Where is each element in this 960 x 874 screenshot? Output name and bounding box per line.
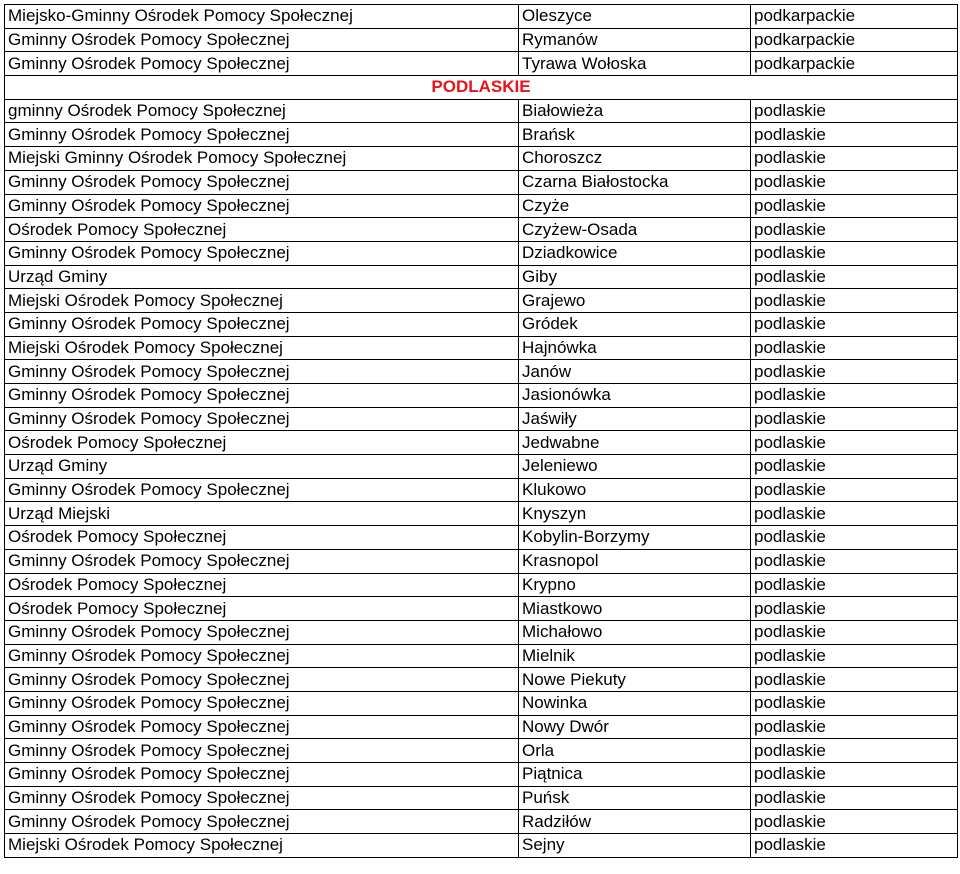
institution-name-cell: Gminny Ośrodek Pomocy Społecznej [5, 28, 519, 52]
voivodeship-cell: podlaskie [751, 99, 958, 123]
institutions-table [4, 4, 958, 858]
voivodeship-cell: podlaskie [751, 573, 958, 597]
municipality-cell: Dziadkowice [519, 241, 751, 265]
table-row [5, 312, 958, 336]
municipality-cell: Grajewo [519, 289, 751, 313]
table-row [5, 218, 958, 242]
table-row [5, 28, 958, 52]
table-row [5, 123, 958, 147]
rows-before-section [5, 5, 958, 76]
municipality-cell: Czyżew-Osada [519, 218, 751, 242]
municipality-cell: Nowe Piekuty [519, 668, 751, 692]
municipality-cell: Puńsk [519, 786, 751, 810]
table-row [5, 502, 958, 526]
table-row [5, 739, 958, 763]
table-row [5, 99, 958, 123]
table-row [5, 455, 958, 479]
municipality-cell: Piątnica [519, 763, 751, 787]
table-row [5, 241, 958, 265]
voivodeship-cell: podlaskie [751, 455, 958, 479]
table-row [5, 597, 958, 621]
municipality-cell: Czyże [519, 194, 751, 218]
municipality-cell: Krypno [519, 573, 751, 597]
municipality-cell: Jedwabne [519, 431, 751, 455]
voivodeship-cell: podlaskie [751, 739, 958, 763]
institution-name-cell: Gminny Ośrodek Pomocy Społecznej [5, 52, 519, 76]
voivodeship-cell: podlaskie [751, 360, 958, 384]
voivodeship-cell: podlaskie [751, 384, 958, 408]
voivodeship-cell: podlaskie [751, 526, 958, 550]
voivodeship-cell: podkarpackie [751, 52, 958, 76]
voivodeship-cell: podlaskie [751, 763, 958, 787]
table-row [5, 336, 958, 360]
institution-name-cell: Gminny Ośrodek Pomocy Społecznej [5, 170, 519, 194]
table-row [5, 407, 958, 431]
table-row [5, 691, 958, 715]
voivodeship-cell: podlaskie [751, 478, 958, 502]
institution-name-cell: Gminny Ośrodek Pomocy Społecznej [5, 691, 519, 715]
municipality-cell: Białowieża [519, 99, 751, 123]
institution-name-cell: Gminny Ośrodek Pomocy Społecznej [5, 715, 519, 739]
section-heading-podlaskie: PODLASKIE [5, 76, 958, 100]
table-row [5, 763, 958, 787]
voivodeship-cell: podlaskie [751, 502, 958, 526]
voivodeship-cell: podlaskie [751, 147, 958, 171]
rows-after-section [5, 99, 958, 857]
voivodeship-cell: podlaskie [751, 265, 958, 289]
table-row [5, 147, 958, 171]
voivodeship-cell: podlaskie [751, 218, 958, 242]
municipality-cell: Hajnówka [519, 336, 751, 360]
institution-name-cell: Urząd Gminy [5, 265, 519, 289]
table-row [5, 834, 958, 858]
table-row [5, 289, 958, 313]
institution-name-cell: Ośrodek Pomocy Społecznej [5, 573, 519, 597]
municipality-cell: Knyszyn [519, 502, 751, 526]
institution-name-cell: Gminny Ośrodek Pomocy Społecznej [5, 407, 519, 431]
voivodeship-cell: podlaskie [751, 407, 958, 431]
voivodeship-cell: podkarpackie [751, 28, 958, 52]
municipality-cell: Miastkowo [519, 597, 751, 621]
voivodeship-cell: podlaskie [751, 668, 958, 692]
voivodeship-cell: podlaskie [751, 597, 958, 621]
voivodeship-cell: podlaskie [751, 549, 958, 573]
table-row [5, 526, 958, 550]
voivodeship-cell: podlaskie [751, 715, 958, 739]
municipality-cell: Mielnik [519, 644, 751, 668]
institution-name-cell: Gminny Ośrodek Pomocy Społecznej [5, 786, 519, 810]
institution-name-cell: Gminny Ośrodek Pomocy Społecznej [5, 312, 519, 336]
table-row [5, 715, 958, 739]
municipality-cell: Czarna Białostocka [519, 170, 751, 194]
institution-name-cell: Gminny Ośrodek Pomocy Społecznej [5, 549, 519, 573]
table-row [5, 810, 958, 834]
institution-name-cell: Miejski Ośrodek Pomocy Społecznej [5, 336, 519, 360]
municipality-cell: Michałowo [519, 620, 751, 644]
institution-name-cell: Ośrodek Pomocy Społecznej [5, 431, 519, 455]
institution-name-cell: Gminny Ośrodek Pomocy Społecznej [5, 360, 519, 384]
table-row [5, 170, 958, 194]
table-row [5, 620, 958, 644]
institution-name-cell: Miejski Gminny Ośrodek Pomocy Społecznej [5, 147, 519, 171]
voivodeship-cell: podlaskie [751, 336, 958, 360]
voivodeship-cell: podlaskie [751, 312, 958, 336]
institution-name-cell: Gminny Ośrodek Pomocy Społecznej [5, 739, 519, 763]
institution-name-cell: Gminny Ośrodek Pomocy Społecznej [5, 763, 519, 787]
voivodeship-cell: podlaskie [751, 194, 958, 218]
municipality-cell: Nowinka [519, 691, 751, 715]
institution-name-cell: Miejsko-Gminny Ośrodek Pomocy Społecznej [5, 5, 519, 29]
institution-name-cell: Gminny Ośrodek Pomocy Społecznej [5, 478, 519, 502]
voivodeship-cell: podlaskie [751, 810, 958, 834]
table-row [5, 644, 958, 668]
institution-name-cell: Ośrodek Pomocy Społecznej [5, 218, 519, 242]
voivodeship-cell: podlaskie [751, 644, 958, 668]
table-row [5, 52, 958, 76]
table-row [5, 478, 958, 502]
institution-name-cell: Gminny Ośrodek Pomocy Społecznej [5, 620, 519, 644]
table-row [5, 668, 958, 692]
institution-name-cell: Ośrodek Pomocy Społecznej [5, 597, 519, 621]
municipality-cell: Tyrawa Wołoska [519, 52, 751, 76]
voivodeship-cell: podlaskie [751, 691, 958, 715]
section-heading-group [5, 76, 958, 100]
municipality-cell: Oleszyce [519, 5, 751, 29]
table-row [5, 573, 958, 597]
institution-name-cell: Gminny Ośrodek Pomocy Społecznej [5, 241, 519, 265]
voivodeship-cell: podlaskie [751, 170, 958, 194]
voivodeship-cell: podlaskie [751, 241, 958, 265]
voivodeship-cell: podlaskie [751, 431, 958, 455]
table-row [5, 384, 958, 408]
institution-name-cell: Urząd Gminy [5, 455, 519, 479]
institution-name-cell: gminny Ośrodek Pomocy Społecznej [5, 99, 519, 123]
municipality-cell: Radziłów [519, 810, 751, 834]
spreadsheet [4, 4, 957, 858]
municipality-cell: Janów [519, 360, 751, 384]
municipality-cell: Choroszcz [519, 147, 751, 171]
municipality-cell: Sejny [519, 834, 751, 858]
institution-name-cell: Miejski Ośrodek Pomocy Społecznej [5, 834, 519, 858]
table-row [5, 786, 958, 810]
institution-name-cell: Ośrodek Pomocy Społecznej [5, 526, 519, 550]
municipality-cell: Klukowo [519, 478, 751, 502]
municipality-cell: Orla [519, 739, 751, 763]
table-row [5, 5, 958, 29]
voivodeship-cell: podlaskie [751, 786, 958, 810]
voivodeship-cell: podlaskie [751, 123, 958, 147]
table-row [5, 360, 958, 384]
institution-name-cell: Gminny Ośrodek Pomocy Społecznej [5, 810, 519, 834]
voivodeship-cell: podlaskie [751, 289, 958, 313]
municipality-cell: Nowy Dwór [519, 715, 751, 739]
municipality-cell: Kobylin-Borzymy [519, 526, 751, 550]
table-row [5, 194, 958, 218]
institution-name-cell: Gminny Ośrodek Pomocy Społecznej [5, 194, 519, 218]
table-row [5, 549, 958, 573]
voivodeship-cell: podlaskie [751, 620, 958, 644]
municipality-cell: Gródek [519, 312, 751, 336]
municipality-cell: Jasionówka [519, 384, 751, 408]
municipality-cell: Krasnopol [519, 549, 751, 573]
municipality-cell: Giby [519, 265, 751, 289]
institution-name-cell: Gminny Ośrodek Pomocy Społecznej [5, 384, 519, 408]
institution-name-cell: Miejski Ośrodek Pomocy Społecznej [5, 289, 519, 313]
institution-name-cell: Gminny Ośrodek Pomocy Społecznej [5, 668, 519, 692]
institution-name-cell: Gminny Ośrodek Pomocy Społecznej [5, 123, 519, 147]
municipality-cell: Rymanów [519, 28, 751, 52]
voivodeship-cell: podkarpackie [751, 5, 958, 29]
section-heading-row [5, 76, 958, 100]
table-row [5, 265, 958, 289]
municipality-cell: Jeleniewo [519, 455, 751, 479]
municipality-cell: Brańsk [519, 123, 751, 147]
voivodeship-cell: podlaskie [751, 834, 958, 858]
table-row [5, 431, 958, 455]
institution-name-cell: Gminny Ośrodek Pomocy Społecznej [5, 644, 519, 668]
institution-name-cell: Urząd Miejski [5, 502, 519, 526]
municipality-cell: Jaświły [519, 407, 751, 431]
